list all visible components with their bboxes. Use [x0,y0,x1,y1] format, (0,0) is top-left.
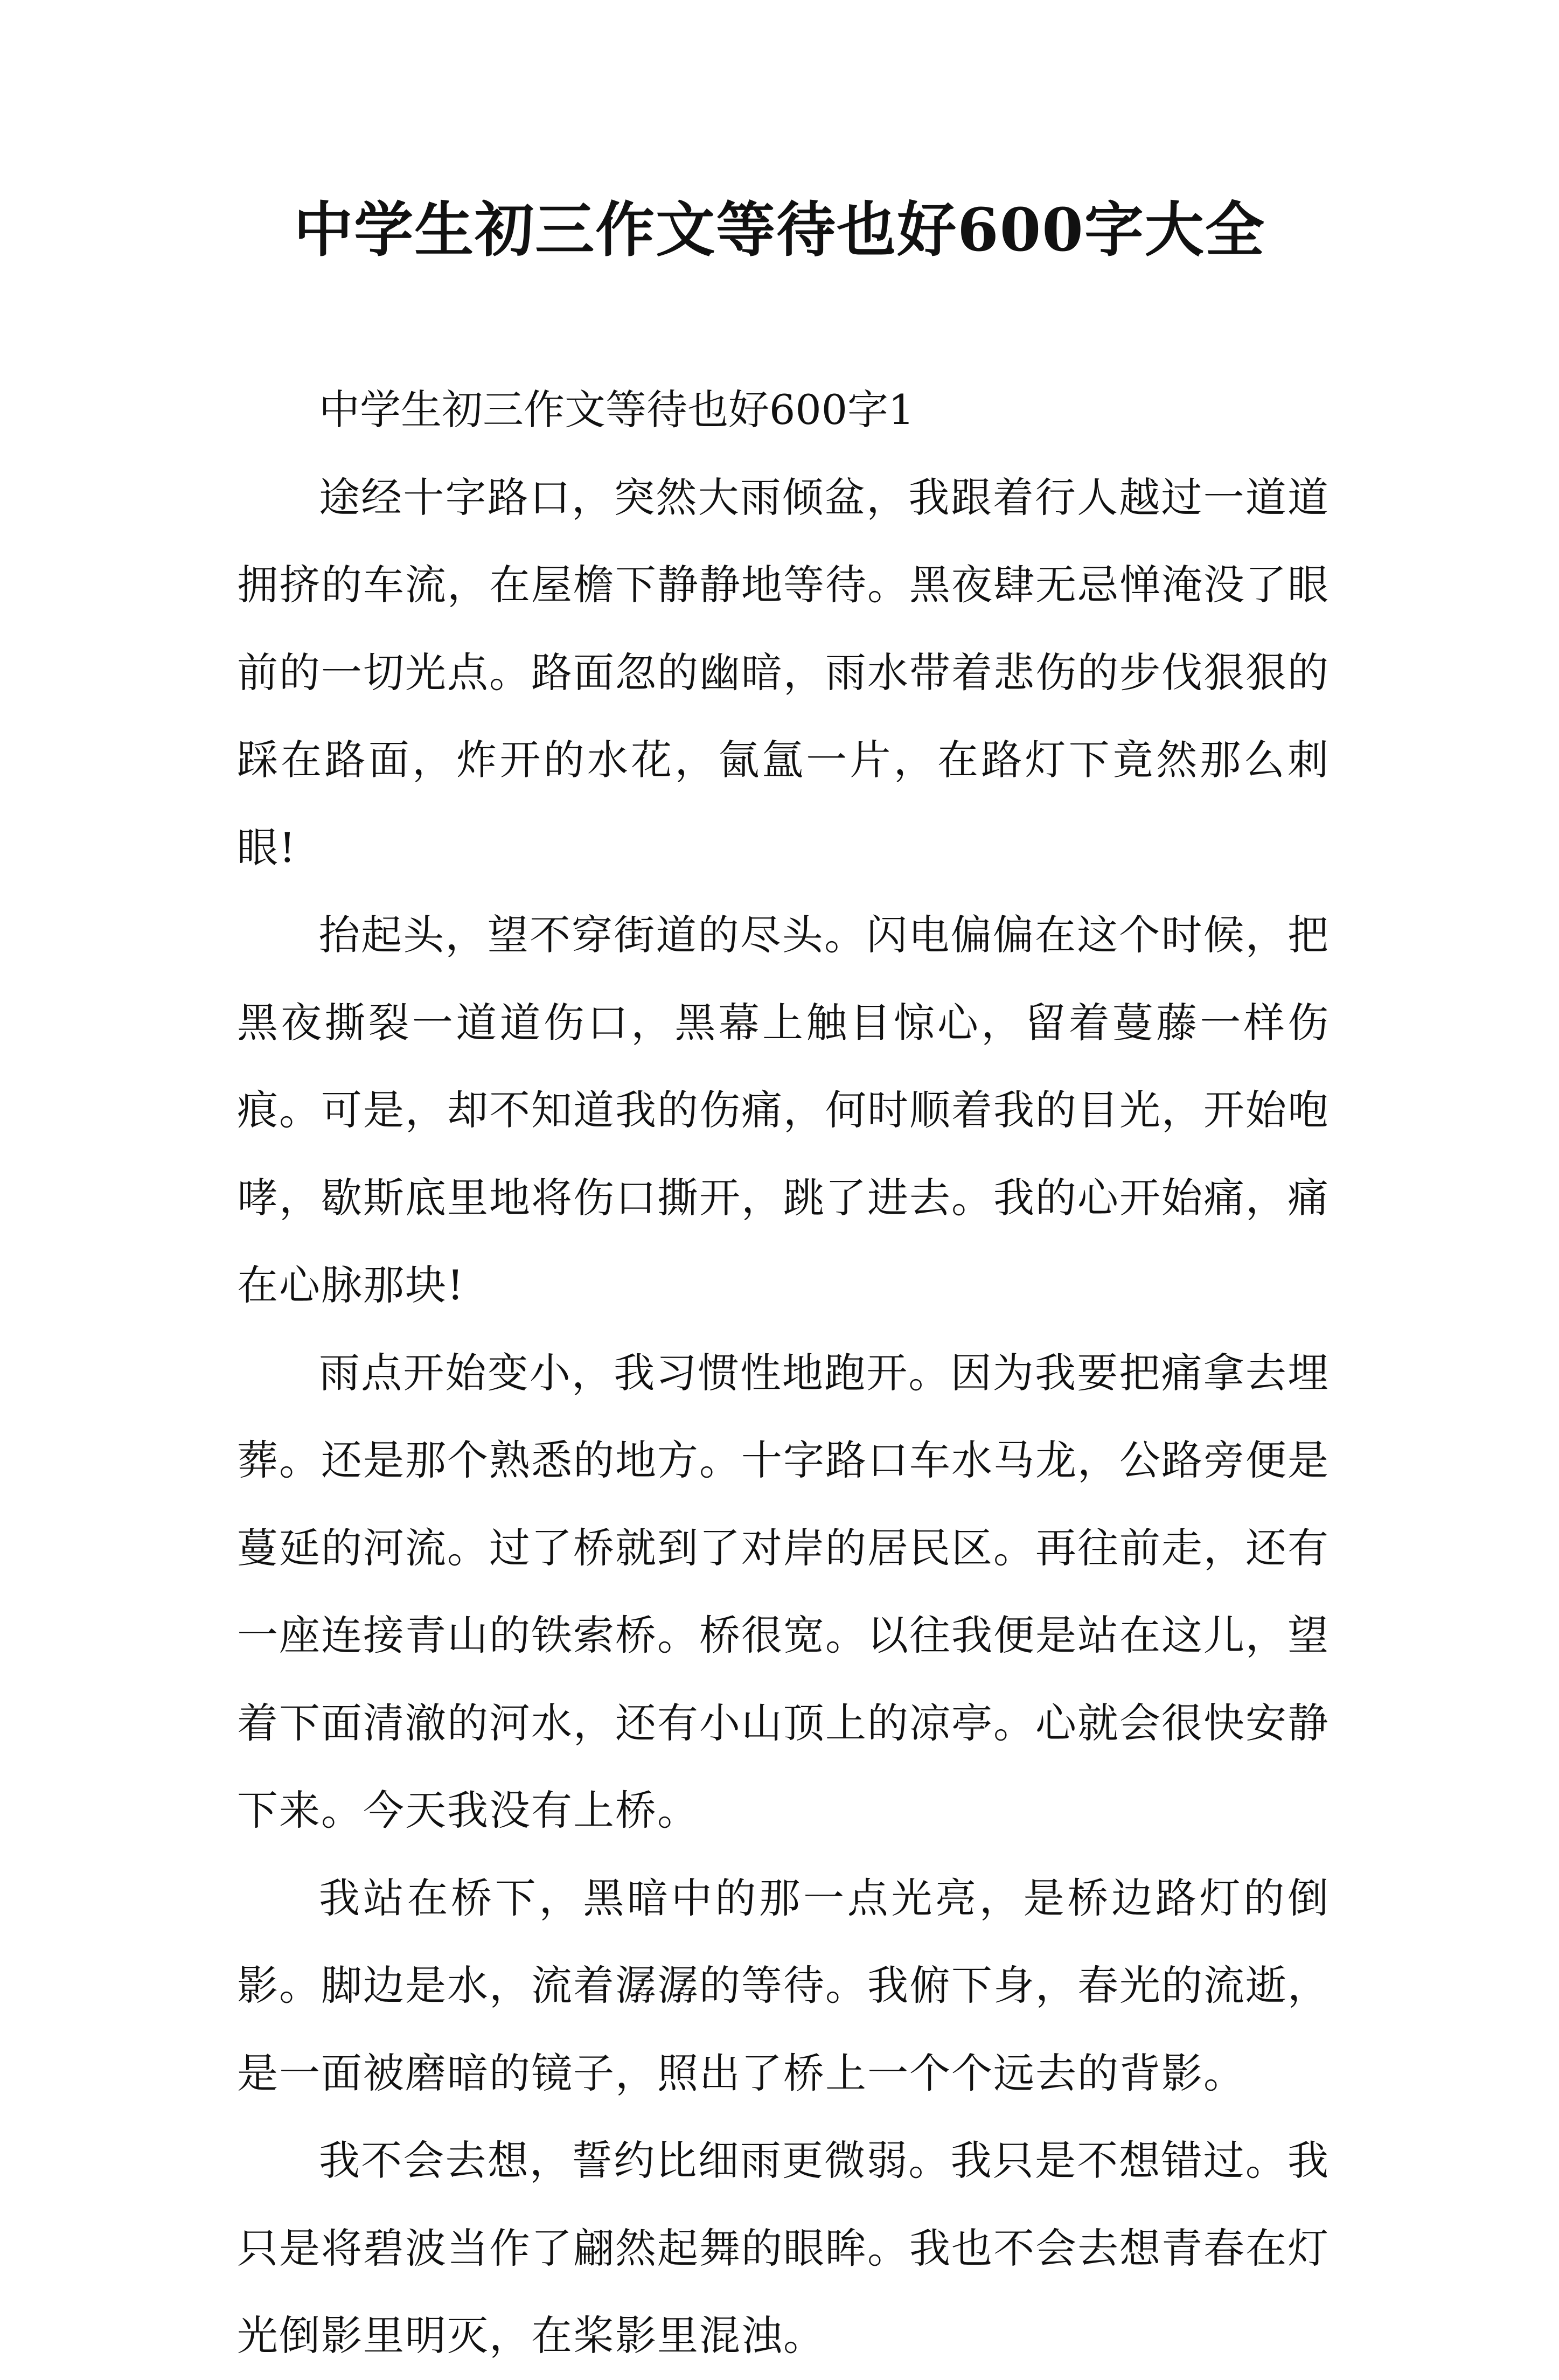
paragraph-1: 途经十字路口，突然大雨倾盆，我跟着行人越过一道道拥挤的车流，在屋檐下静静地等待。黑夜肆无忌惮淹没了眼前的一切光点。路面忽的幽暗，雨水带着悲伤的步伐狠狠的踩在路面，炸开的水花，氤氲一片，在路灯下竟然那么刺眼! [237,473,1330,872]
paragraph-4: 我站在桥下，黑暗中的那一点光亮，是桥边路灯的倒影。脚边是水，流着潺潺的等待。我俯下身，春光的流逝，是一面被磨暗的镜子，照出了桥上一个个远去的背影。 [237,1874,1330,2097]
document-title: 中学生初三作文等待也好600字大全 [294,195,1265,265]
document-body [237,366,1330,2380]
section-heading: 中学生初三作文等待也好600字1 [319,386,915,434]
paragraph-3: 雨点开始变小，我习惯性地跑开。因为我要把痛拿去埋葬。还是那个熟悉的地方。十字路口车水马龙，公路旁便是蔓延的河流。过了桥就到了对岸的居民区。再往前走，还有一座连接青山的铁索桥。桥很宽。以往我便是站在这儿，望着下面清澈的河水，还有小山顶上的凉亭。心就会很快安静下来。今天我没有上桥。 [237,1348,1330,1834]
paragraph-5: 我不会去想，誓约比细雨更微弱。我只是不想错过。我只是将碧波当作了翩然起舞的眼眸。我也不会去想青春在灯光倒影里明灭，在桨影里混浊。 [237,2137,1330,2360]
paragraph-2: 抬起头，望不穿街道的尽头。闪电偏偏在这个时候，把黑夜撕裂一道道伤口，黑幕上触目惊心，留着蔓藤一样伤痕。可是，却不知道我的伤痛，何时顺着我的目光，开始咆哮，歇斯底里地将伤口撕开，跳了进去。我的心开始痛，痛在心脉那块! [237,911,1330,1309]
